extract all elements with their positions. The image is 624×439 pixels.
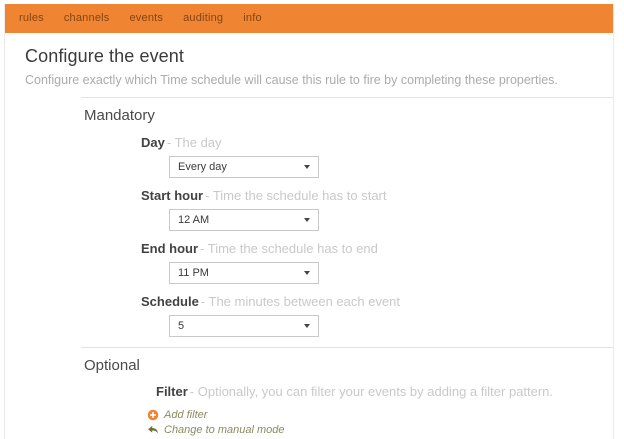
schedule-select-value: 5 — [178, 320, 185, 332]
top-navbar — [5, 4, 613, 33]
nav-item-info[interactable]: info — [243, 12, 262, 24]
filter-label: Filter — [156, 384, 188, 399]
chevron-down-icon — [304, 271, 310, 275]
field-schedule — [141, 293, 613, 337]
chevron-down-icon — [304, 324, 310, 328]
nav-item-events[interactable]: events — [129, 12, 164, 24]
nav-item-rules[interactable]: rules — [19, 12, 44, 24]
start-hour-select[interactable] — [169, 209, 319, 231]
optional-section-heading: Optional — [84, 357, 140, 374]
day-description: - The day — [166, 135, 222, 150]
nav-item-channels[interactable]: channels — [63, 12, 110, 24]
end-hour-description: - Time the schedule has to end — [200, 241, 378, 256]
day-label: Day — [141, 135, 165, 150]
section-divider-optional — [81, 347, 613, 348]
start-hour-label: Start hour — [141, 188, 204, 203]
chevron-down-icon — [304, 218, 310, 222]
field-day — [141, 134, 613, 178]
field-filter — [156, 383, 613, 401]
end-hour-select-value: 11 PM — [178, 267, 209, 279]
day-select[interactable] — [169, 156, 319, 178]
page-title: Configure the event — [25, 46, 185, 66]
schedule-label: Schedule — [141, 294, 199, 309]
page-frame — [4, 4, 614, 439]
page-subtitle: Configure exactly which Time schedule will cause this rule to fire by completing these properties. — [25, 73, 558, 87]
change-to-manual-mode-label: Change to manual mode — [164, 424, 285, 436]
schedule-select[interactable] — [169, 315, 319, 337]
day-select-value: Every day — [178, 161, 227, 173]
filter-description: - Optionally, you can filter your events by adding a filter pattern. — [189, 384, 554, 399]
section-divider-mandatory — [81, 97, 613, 98]
chevron-down-icon — [304, 165, 310, 169]
end-hour-select[interactable] — [169, 262, 319, 284]
plus-circle-icon — [147, 409, 159, 421]
start-hour-description: - Time the schedule has to start — [205, 188, 387, 203]
change-to-manual-mode-link[interactable] — [147, 424, 613, 436]
optional-actions — [147, 409, 613, 436]
start-hour-select-value: 12 AM — [178, 214, 210, 226]
end-hour-label: End hour — [141, 241, 199, 256]
add-filter-link[interactable] — [147, 409, 613, 421]
field-end-hour — [141, 240, 613, 284]
mandatory-section-heading: Mandatory — [84, 107, 155, 124]
reply-arrow-icon — [147, 424, 159, 436]
mandatory-fields — [5, 134, 613, 337]
field-start-hour — [141, 187, 613, 231]
nav-item-auditing[interactable]: auditing — [183, 12, 224, 24]
add-filter-label: Add filter — [164, 409, 208, 421]
schedule-description: - The minutes between each event — [200, 294, 401, 309]
